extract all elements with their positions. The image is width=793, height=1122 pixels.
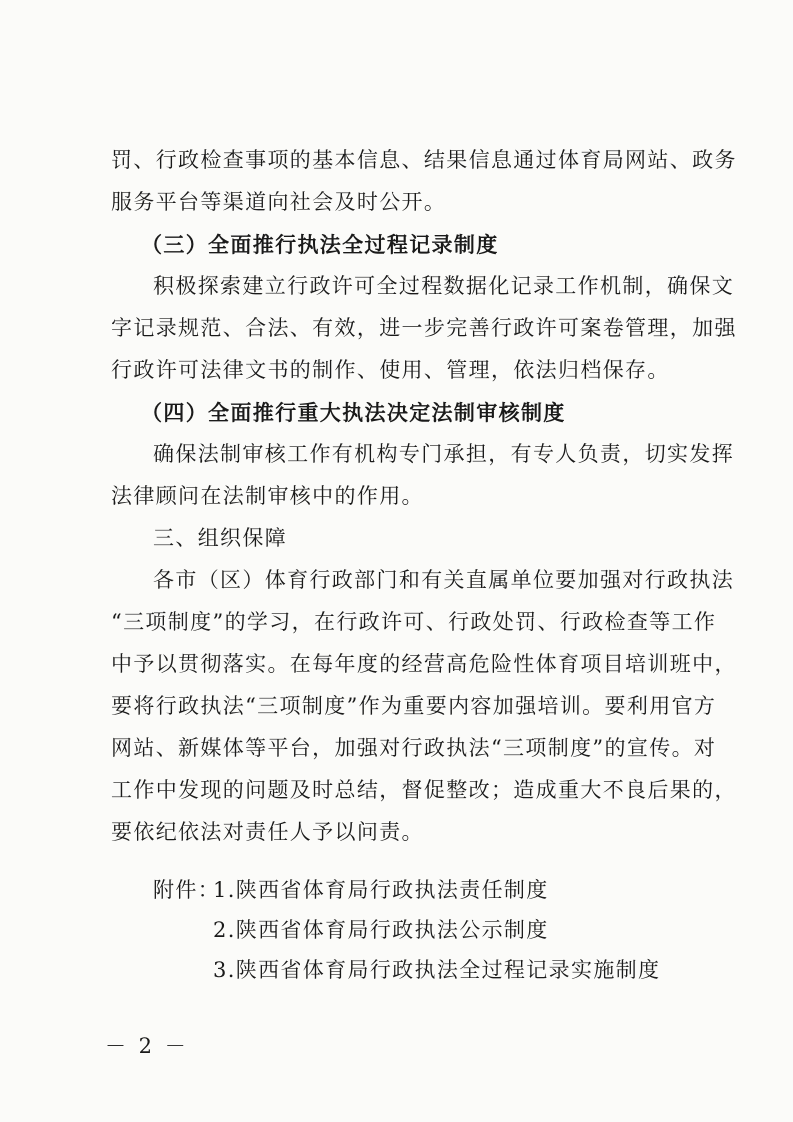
attachment-item-2: 2.陕西省体育局行政执法公示制度 [213,918,549,942]
body-text-line: 网站、新媒体等平台，加强对行政执法“三项制度”的宣传。对 [111,736,717,760]
body-text-line: 工作中发现的问题及时总结，督促整改；造成重大不良后果的， [111,778,737,802]
section-heading-3: （三）全面推行执法全过程记录制度 [141,232,499,257]
body-text-line: 法律顾问在法制审核中的作用。 [111,484,424,508]
body-text-line: “三项制度”的学习，在行政许可、行政处罚、行政检查等工作 [111,610,717,634]
attachment-item-3: 3.陕西省体育局行政执法全过程记录实施制度 [213,958,661,982]
body-text-line: 字记录规范、合法、有效，进一步完善行政许可案卷管理，加强 [111,316,737,340]
body-text-line: 确保法制审核工作有机构专门承担，有专人负责，切实发挥 [153,442,735,466]
section-heading-4: （四）全面推行重大执法决定法制审核制度 [141,400,566,425]
body-text-line: 积极探索建立行政许可全过程数据化记录工作机制，确保文 [153,274,735,298]
body-text-line: 中予以贯彻落实。在每年度的经营高危险性体育项目培训班中， [111,652,737,676]
body-text-line: 服务平台等渠道向社会及时公开。 [111,190,447,214]
attachment-item-1: 1.陕西省体育局行政执法责任制度 [213,878,549,902]
body-text-line: 要依纪依法对责任人予以问责。 [111,820,424,844]
body-text-line: 各市（区）体育行政部门和有关直属单位要加强对行政执法 [153,568,735,592]
section-title: 三、组织保障 [153,526,288,550]
body-text-line: 行政许可法律文书的制作、使用、管理，依法归档保存。 [111,358,670,382]
attachments-label: 附件： [153,878,221,902]
body-text-line: 罚、行政检查事项的基本信息、结果信息通过体育局网站、政务 [111,148,737,172]
page-number: － 2 － [105,1034,189,1058]
body-text-line: 要将行政执法“三项制度”作为重要内容加强培训。要利用官方 [111,694,717,718]
